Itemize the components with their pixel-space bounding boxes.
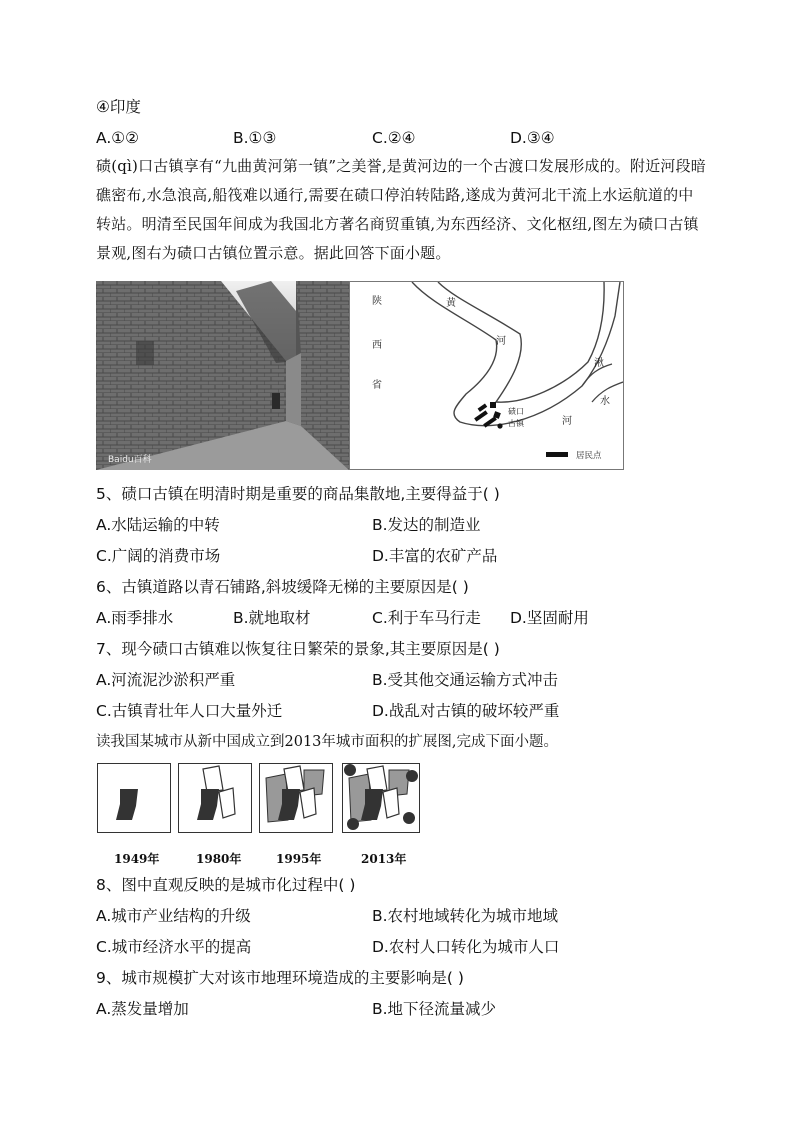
expansion-panel-1949 — [97, 763, 171, 833]
map-label-town-1: 碛口 — [508, 407, 524, 416]
map-label-he-1: 河 — [496, 336, 506, 347]
q5-option-a: A.水陆运输的中转 — [96, 516, 220, 534]
expansion-panel-2013 — [342, 763, 420, 833]
q4-option-b: B.①③ — [233, 129, 277, 147]
map-label-town-2: 古镇 — [508, 419, 524, 428]
q8-option-b: B.农村地域转化为城市地域 — [372, 907, 559, 925]
q8-option-a: A.城市产业结构的升级 — [96, 907, 251, 925]
map-label-sheng: 省 — [372, 380, 382, 391]
photo-watermark: Baidu百科 — [108, 455, 152, 465]
map-label-qiu: 湫 — [594, 358, 604, 369]
expansion-panel-1980 — [178, 763, 252, 833]
intro-paragraph: 碛(qì)口古镇享有“九曲黄河第一镇”之美誉,是黄河边的一个古渡口发展形成的。附近河段暗礁密布,水急浪高,船筏难以通行,需要在碛口停泊转陆路,遂成为黄河北干流上水运航道的中转站。明清至民国年间成为我国北方著名商贸重镇,为东西经济、文化枢纽,图左为碛口古镇景观,图右为碛口古镇位置示意。据此回答下面小题。 — [96, 157, 707, 262]
qikou-street-photo — [96, 281, 349, 470]
q6-option-b: B.就地取材 — [233, 609, 311, 627]
q8-option-c: C.城市经济水平的提高 — [96, 938, 252, 956]
q7-option-b: B.受其他交通运输方式冲击 — [372, 671, 559, 689]
q5-option-d: D.丰富的农矿产品 — [372, 547, 498, 565]
q7-option-d: D.战乱对古镇的破坏较严重 — [372, 702, 560, 720]
prev-option-4: ④印度 — [96, 98, 141, 116]
q6-option-c: C.利于车马行走 — [372, 609, 481, 627]
map-label-xi: 西 — [372, 340, 382, 351]
q4-option-d: D.③④ — [510, 129, 555, 147]
q9-option-b: B.地下径流量减少 — [372, 1000, 497, 1018]
q7-option-a: A.河流泥沙淤积严重 — [96, 671, 236, 689]
intro2-text: 读我国某城市从新中国成立到2013年城市面积的扩展图,完成下面小题。 — [96, 734, 559, 750]
q4-option-c: C.②④ — [372, 129, 416, 147]
q8-stem: 8、图中直观反映的是城市化过程中( ) — [96, 876, 356, 894]
map-label-shaan: 陕 — [372, 296, 382, 307]
map-label-shui: 水 — [600, 396, 610, 407]
map-label-huang: 黄 — [446, 298, 456, 309]
q9-option-a: A.蒸发量增加 — [96, 1000, 189, 1018]
q8-option-d: D.农村人口转化为城市人口 — [372, 938, 560, 956]
year-label-1995: 1995年 — [276, 852, 322, 866]
q5-stem: 5、碛口古镇在明清时期是重要的商品集散地,主要得益于( ) — [96, 485, 500, 503]
q6-stem: 6、古镇道路以青石铺路,斜坡缓降无梯的主要原因是( ) — [96, 578, 469, 596]
qikou-location-map — [349, 281, 624, 470]
q9-stem: 9、城市规模扩大对该市地理环境造成的主要影响是( ) — [96, 969, 464, 987]
legend-label: 居民点 — [576, 451, 602, 461]
map-label-he-2: 河 — [562, 416, 572, 427]
expansion-panel-1995 — [259, 763, 333, 833]
map-illustration — [350, 282, 623, 469]
q6-option-a: A.雨季排水 — [96, 609, 174, 627]
q5-option-c: C.广阔的消费市场 — [96, 547, 221, 565]
q5-option-b: B.发达的制造业 — [372, 516, 481, 534]
legend-settlement-symbol — [546, 452, 568, 457]
photo-illustration — [96, 281, 349, 470]
q7-stem: 7、现今碛口古镇难以恢复往日繁荣的景象,其主要原因是( ) — [96, 640, 500, 658]
q6-option-d: D.坚固耐用 — [510, 609, 589, 627]
year-label-1980: 1980年 — [196, 852, 242, 866]
settlement-markers — [474, 402, 502, 429]
year-label-1949: 1949年 — [114, 852, 160, 866]
year-label-2013: 2013年 — [361, 852, 407, 866]
q7-option-c: C.古镇青壮年人口大量外迁 — [96, 702, 283, 720]
q4-option-a: A.①② — [96, 129, 140, 147]
